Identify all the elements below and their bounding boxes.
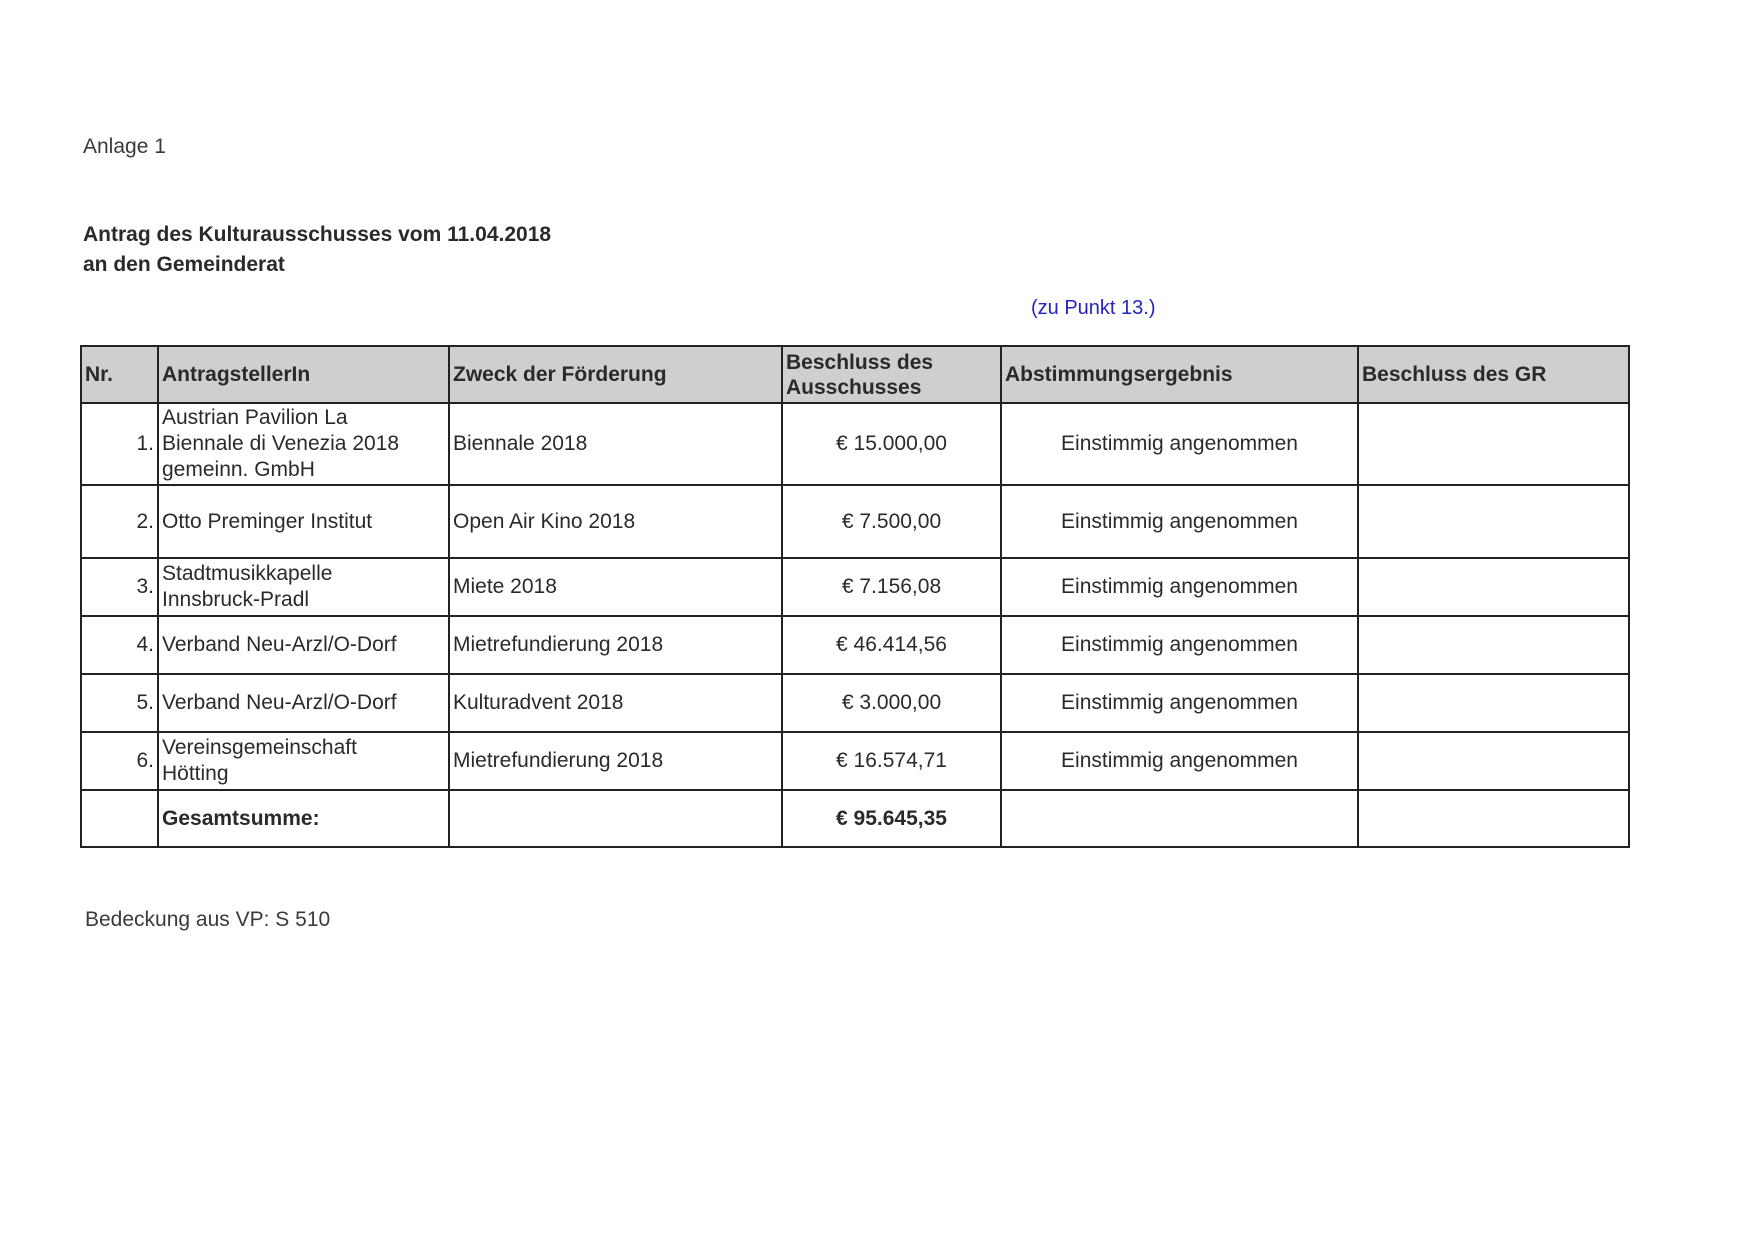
row-amount: € 7.156,08 bbox=[782, 558, 1001, 616]
row-applicant bbox=[158, 732, 449, 790]
total-amount: € 95.645,35 bbox=[782, 790, 1001, 847]
table-header-row bbox=[81, 346, 1629, 403]
row-applicant bbox=[158, 485, 449, 558]
applicant-line: Innsbruck-Pradl bbox=[162, 588, 310, 611]
budget-coverage-note: Bedeckung aus VP: S 510 bbox=[85, 908, 331, 931]
row-nr: 3. bbox=[81, 558, 158, 616]
total-row bbox=[81, 790, 1629, 847]
row-council-decision bbox=[1358, 485, 1629, 558]
row-vote-result: Einstimmig angenommen bbox=[1001, 558, 1358, 616]
attachment-label: Anlage 1 bbox=[83, 135, 166, 158]
header-applicant: AntragstellerIn bbox=[158, 346, 449, 403]
row-nr: 5. bbox=[81, 674, 158, 732]
funding-table bbox=[80, 345, 1630, 848]
row-nr: 1. bbox=[81, 403, 158, 485]
row-nr: 6. bbox=[81, 732, 158, 790]
header-committee-decision bbox=[782, 346, 1001, 403]
row-vote-result: Einstimmig angenommen bbox=[1001, 732, 1358, 790]
header-council-decision: Beschluss des GR bbox=[1358, 346, 1629, 403]
row-amount: € 15.000,00 bbox=[782, 403, 1001, 485]
row-amount: € 16.574,71 bbox=[782, 732, 1001, 790]
row-amount: € 7.500,00 bbox=[782, 485, 1001, 558]
total-vote-empty bbox=[1001, 790, 1358, 847]
total-nr-empty bbox=[81, 790, 158, 847]
applicant-line: Otto Preminger Institut bbox=[162, 509, 373, 533]
table-row bbox=[81, 674, 1629, 732]
table-row bbox=[81, 558, 1629, 616]
applicant-line: Austrian Pavilion La bbox=[162, 406, 348, 429]
agenda-reference: (zu Punkt 13.) bbox=[1031, 297, 1156, 319]
applicant-line: Hötting bbox=[162, 762, 229, 785]
row-vote-result: Einstimmig angenommen bbox=[1001, 485, 1358, 558]
total-council-empty bbox=[1358, 790, 1629, 847]
row-amount: € 3.000,00 bbox=[782, 674, 1001, 732]
row-council-decision bbox=[1358, 732, 1629, 790]
row-council-decision bbox=[1358, 403, 1629, 485]
row-applicant bbox=[158, 674, 449, 732]
header-nr: Nr. bbox=[81, 346, 158, 403]
row-nr: 2. bbox=[81, 485, 158, 558]
row-vote-result: Einstimmig angenommen bbox=[1001, 403, 1358, 485]
row-council-decision bbox=[1358, 616, 1629, 674]
header-purpose: Zweck der Förderung bbox=[449, 346, 782, 403]
row-purpose: Mietrefundierung 2018 bbox=[449, 732, 782, 790]
row-applicant bbox=[158, 403, 449, 485]
row-nr: 4. bbox=[81, 616, 158, 674]
heading-line-2: an den Gemeinderat bbox=[83, 253, 285, 276]
row-council-decision bbox=[1358, 674, 1629, 732]
row-applicant bbox=[158, 558, 449, 616]
row-purpose: Open Air Kino 2018 bbox=[449, 485, 782, 558]
applicant-line: Verband Neu-Arzl/O-Dorf bbox=[162, 633, 397, 656]
applicant-line: Verband Neu-Arzl/O-Dorf bbox=[162, 691, 397, 714]
total-purpose-empty bbox=[449, 790, 782, 847]
row-amount: € 46.414,56 bbox=[782, 616, 1001, 674]
table-row bbox=[81, 403, 1629, 485]
heading-line-1: Antrag des Kulturausschusses vom 11.04.2018 bbox=[83, 223, 552, 246]
header-vote-result: Abstimmungsergebnis bbox=[1001, 346, 1358, 403]
row-vote-result: Einstimmig angenommen bbox=[1001, 616, 1358, 674]
row-purpose: Biennale 2018 bbox=[449, 403, 782, 485]
table-row bbox=[81, 485, 1629, 558]
applicant-line: Stadtmusikkapelle bbox=[162, 562, 333, 585]
applicant-line: Vereinsgemeinschaft bbox=[162, 736, 357, 759]
row-applicant bbox=[158, 616, 449, 674]
total-label: Gesamtsumme: bbox=[158, 790, 449, 847]
header-committee-decision-line-2: Ausschusses bbox=[786, 375, 922, 399]
row-purpose: Miete 2018 bbox=[449, 558, 782, 616]
row-vote-result: Einstimmig angenommen bbox=[1001, 674, 1358, 732]
row-purpose: Kulturadvent 2018 bbox=[449, 674, 782, 732]
table-row bbox=[81, 732, 1629, 790]
row-council-decision bbox=[1358, 558, 1629, 616]
table-row bbox=[81, 616, 1629, 674]
document-heading bbox=[83, 220, 551, 280]
applicant-line: Biennale di Venezia 2018 bbox=[162, 432, 400, 455]
header-committee-decision-line-1: Beschluss des bbox=[786, 350, 934, 374]
applicant-line: gemeinn. GmbH bbox=[162, 458, 315, 481]
row-purpose: Mietrefundierung 2018 bbox=[449, 616, 782, 674]
